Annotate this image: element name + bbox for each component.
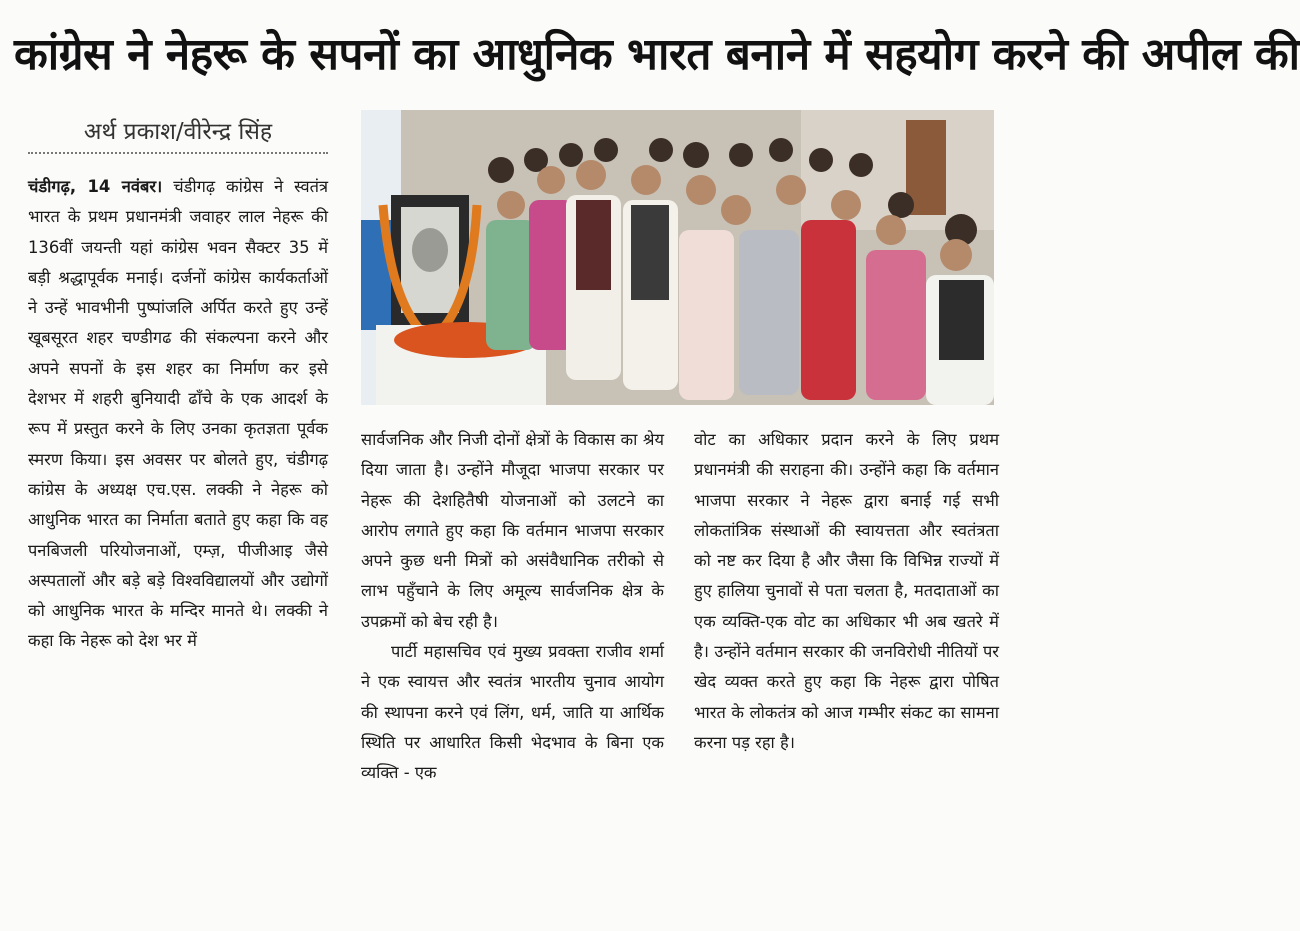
paragraph-text: चंडीगढ़ कांग्रेस ने स्वतंत्र भारत के प्रथम प्रधानमंत्री जवाहर लाल नेहरू की 136वीं जयन्ती यहां कांग्रेस भवन सैक्टर 35 में बड़ी श्रद्धापूर्वक मनाई। दर्जनों कांग्रेस कार्यकर्ताओं ने उन्हें भावभीनी पुष्पांजलि अर्पित करते हुए उन्हें खूबसूरत शहर चण्डीगढ की संकल्पना करने और अपने सपनों के इस शहर का निर्माण कर इसे देशभर में शहरी बुनियादी ढाँचे के एक आदर्श के रूप में प्रस्तुत करने के लिए उनका कृतज्ञता पूर्वक स्मरण किया। इस अवसर पर बोलते हुए, चंडीगढ़ कांग्रेस के अध्यक्ष एच.एस. लक्की ने नेहरू को आधुनिक भारत का निर्माता बताते हुए कहा कि वह पनबिजली परियोजनाओं, एम्ज़, पीजीआइ जैसे अस्पतालों और बड़े बड़े विश्वविद्यालयों और उद्योगों को आधुनिक भारत के मन्दिर मानते थे। लक्की ने कहा कि नेहरू को देश भर में (28, 177, 328, 651)
article-column-1 (28, 172, 328, 657)
headline: कांग्रेस ने नेहरू के सपनों का आधुनिक भारत बनाने में सहयोग करने की अपील की (14, 29, 1300, 80)
byline: अर्थ प्रकाश/वीरेन्द्र सिंह (28, 112, 328, 154)
event-photo-illustration (361, 110, 994, 405)
article-paragraph: पार्टी महासचिव एवं मुख्य प्रवक्ता राजीव शर्मा ने एक स्वायत्त और स्वतंत्र भारतीय चुनाव आयोग की स्थापना करने एवं लिंग, धर्म, जाति या आर्थिक स्थिति पर आधारित किसी भेदभाव के बिना एक व्यक्ति - एक (361, 642, 664, 783)
article-paragraph: वोट का अधिकार प्रदान करने के लिए प्रथम प्रधानमंत्री की सराहना की। उन्होंने कहा कि वर्तमान भाजपा सरकार ने नेहरू द्वारा बनाई गई सभी लोकतांत्रिक संस्थाओं की स्वायत्तता और स्वतंत्रता को नष्ट कर दिया है और जैसा कि विभिन्न राज्यों में हुए हालिया चुनावों से पता चलता है, मतदाताओं का एक व्यक्ति-एक वोट का अधिकार भी अब खतरे में है। उन्होंने वर्तमान सरकार की जनविरोधी नीतियों पर खेद व्यक्त करते हुए कहा कि नेहरू द्वारा पोषित भारत के लोकतंत्र को आज गम्भीर संकट का सामना करना पड़ रहा है। (694, 430, 999, 752)
article-column-3 (694, 425, 999, 758)
article-paragraph (28, 172, 328, 657)
article-paragraph: सार्वजनिक और निजी दोनों क्षेत्रों के विकास का श्रेय दिया जाता है। उन्होंने मौजूदा भाजपा सरकार पर नेहरू की देशहितैषी योजनाओं को उलटने का आरोप लगाते हुए कहा कि वर्तमान भाजपा सरकार अपने कुछ धनी मित्रों को असंवैधानिक तरीको से लाभ पहुँचाने के लिए अमूल्य सार्वजनिक क्षेत्र के उपक्रमों को बेच रही है। (361, 430, 664, 631)
dateline: चंडीगढ़, 14 नवंबर। (28, 177, 163, 196)
event-photo (361, 110, 994, 405)
article-column-2 (361, 425, 664, 789)
